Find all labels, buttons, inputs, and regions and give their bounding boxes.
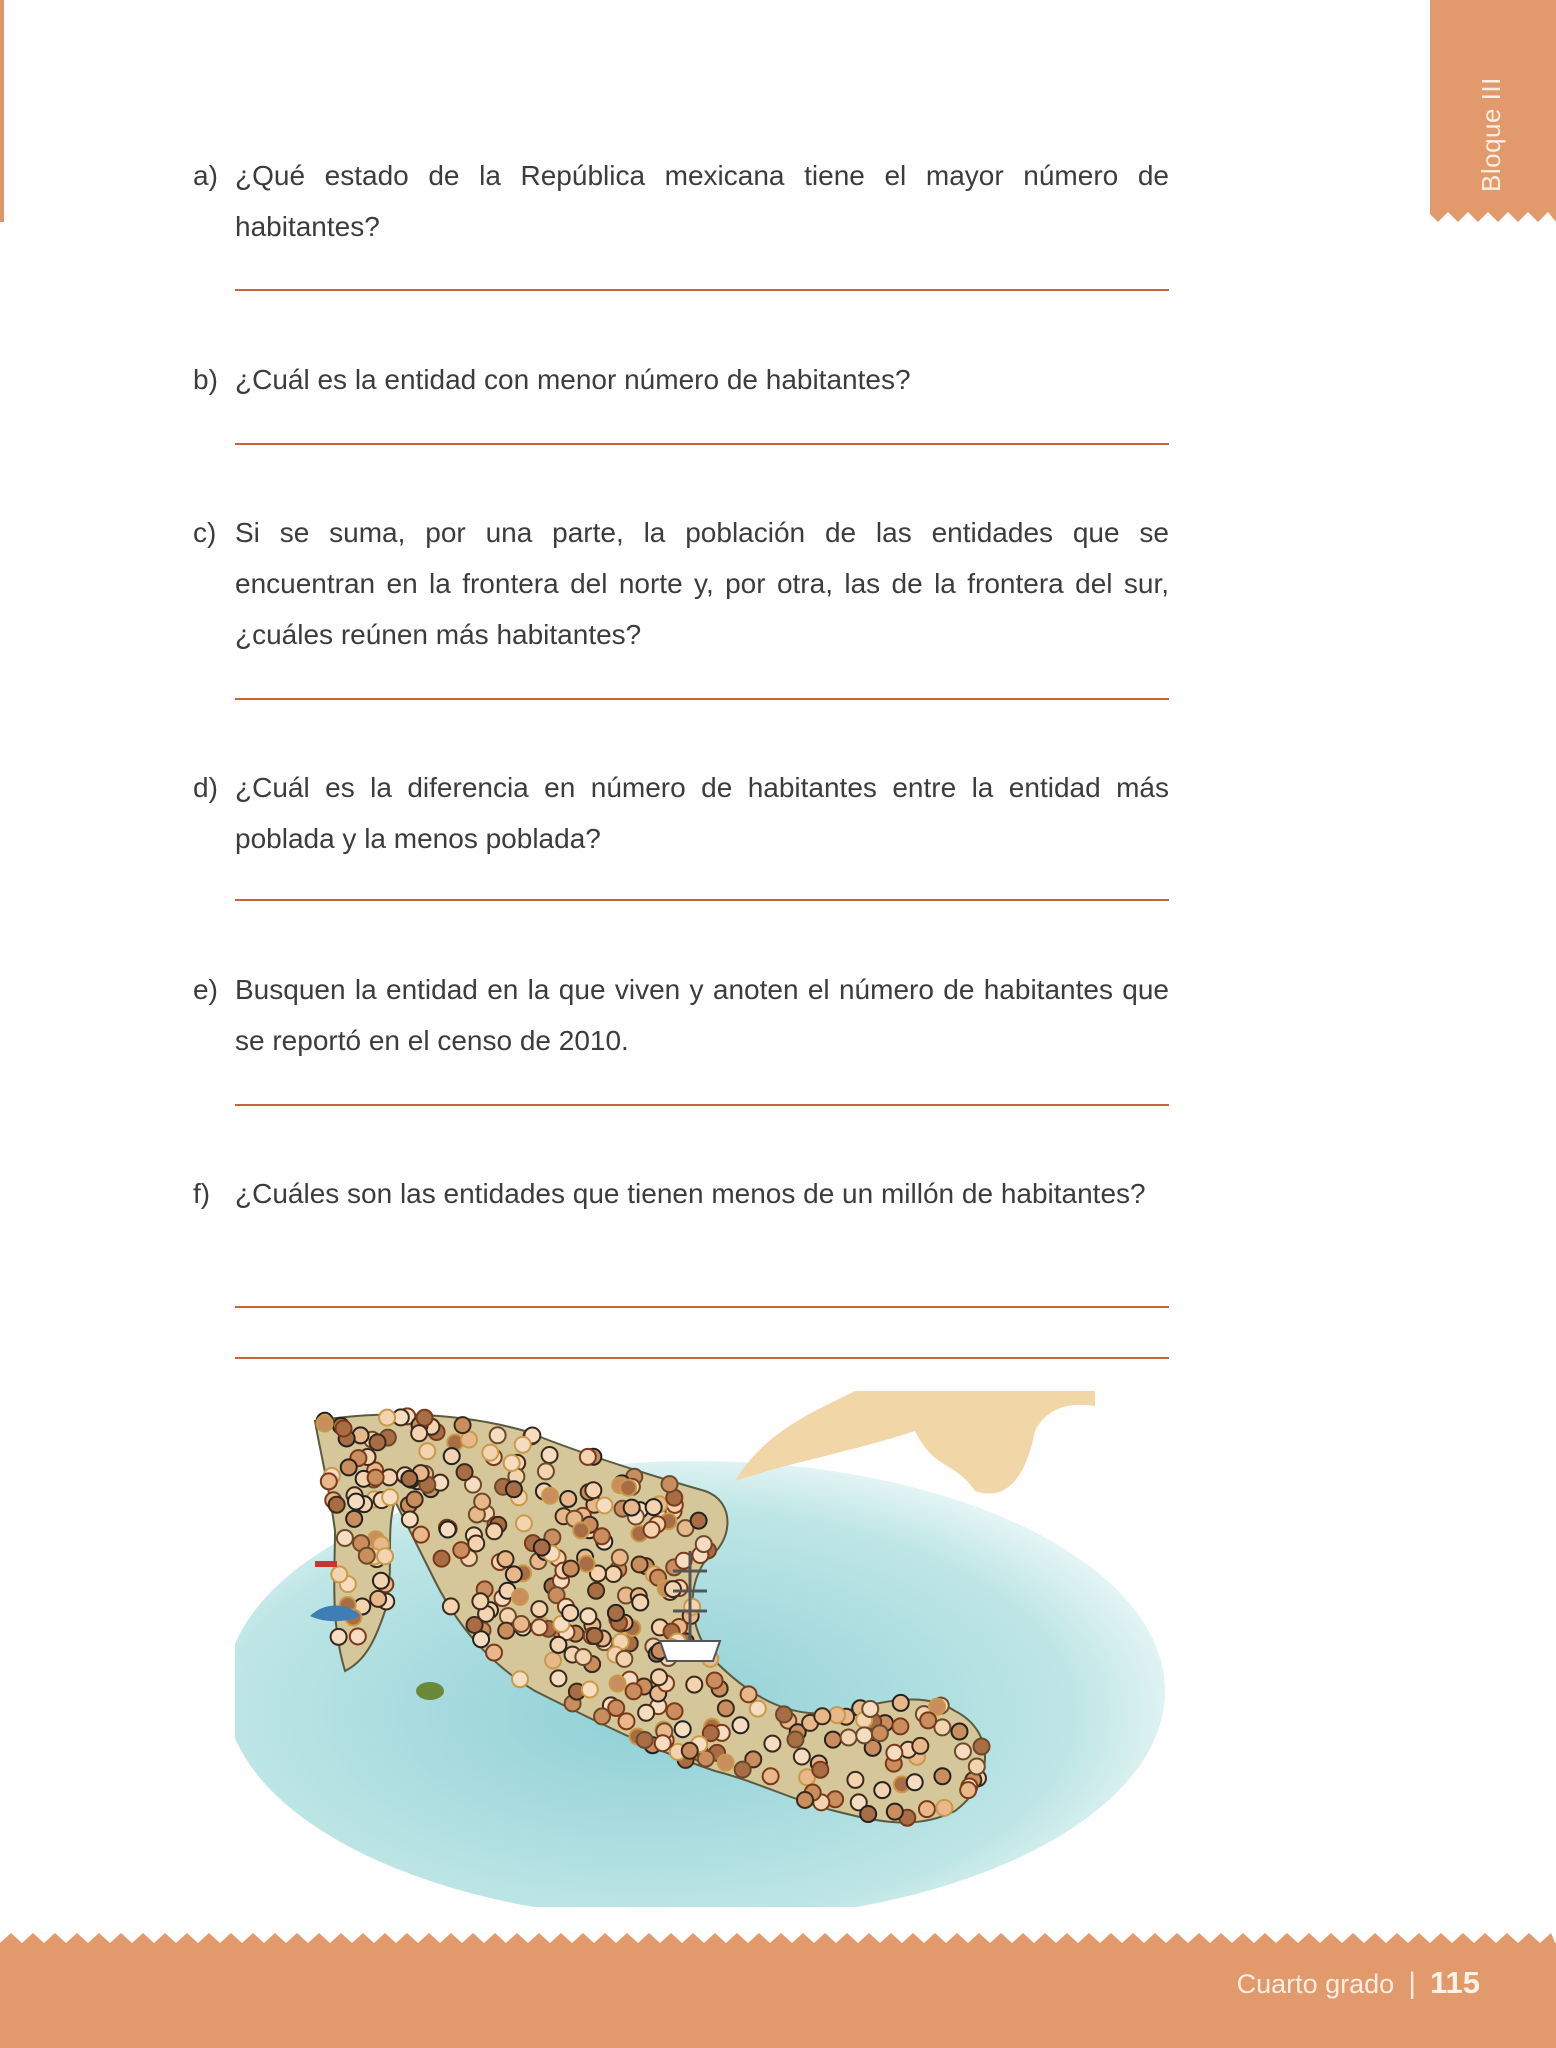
question-text: ¿Cuáles son las entidades que tienen menos de un millón de habitantes? [235,1178,1146,1209]
face-icon [490,1427,506,1443]
face-icon [856,1727,872,1743]
face-icon [951,1724,967,1740]
left-margin-bar [0,0,4,222]
question-e [193,964,1169,1066]
question-letter: c) [193,517,217,548]
answer-line-e[interactable] [235,1104,1169,1106]
face-icon [620,1480,636,1496]
face-icon [580,1449,596,1465]
face-icon [718,1700,734,1716]
face-icon [512,1671,528,1687]
face-icon [612,1550,628,1566]
face-icon [411,1425,427,1441]
face-icon [655,1735,671,1751]
face-icon [417,1410,433,1426]
face-icon [893,1695,909,1711]
face-icon [331,1629,347,1645]
answer-line-d[interactable] [235,899,1169,901]
face-icon [665,1581,681,1597]
face-icon [787,1731,803,1747]
face-icon [506,1566,522,1582]
face-icon [874,1782,890,1798]
face-icon [605,1566,621,1582]
face-icon [467,1617,483,1633]
face-icon [538,1463,554,1479]
question-letter: b) [193,364,218,395]
face-icon [651,1669,667,1685]
face-icon [582,1682,598,1698]
face-icon [453,1542,469,1558]
answer-line-b[interactable] [235,443,1169,445]
face-icon [474,1494,490,1510]
face-icon [920,1712,936,1728]
question-a [193,150,1169,252]
face-icon [516,1515,532,1531]
face-icon [498,1623,514,1639]
face-icon [662,1476,678,1492]
face-icon [321,1473,337,1489]
face-icon [632,1556,648,1572]
question-letter: e) [193,974,218,1005]
face-icon [596,1497,612,1513]
face-icon [829,1707,845,1723]
face-icon [624,1500,640,1516]
question-letter: f) [193,1178,211,1209]
face-icon [814,1708,830,1724]
boat-icon [315,1561,337,1567]
face-icon [573,1522,589,1538]
face-icon [531,1619,547,1635]
face-icon [960,1782,976,1798]
question-b [193,354,1169,405]
footer-text [1237,1965,1480,2001]
face-icon [455,1417,471,1433]
face-icon [682,1743,698,1759]
face-icon [887,1804,903,1820]
face-icon [707,1673,723,1689]
face-icon [912,1738,928,1754]
question-letter: d) [193,772,218,803]
face-icon [675,1721,691,1737]
face-icon [560,1491,576,1507]
zigzag-edge [0,1931,1556,1945]
face-icon [588,1583,604,1599]
face-icon [346,1511,362,1527]
face-icon [379,1410,395,1426]
mexico-population-illustration [235,1391,1169,1907]
face-icon [696,1536,712,1552]
question-text: Busquen la entidad en la que viven y anoten el número de habitantes que se reportó en el censo de 2010. [235,974,1169,1056]
face-icon [750,1701,766,1717]
zigzag-edge [1430,210,1556,224]
answer-line-f1[interactable] [235,1306,1169,1308]
question-letter: a) [193,160,218,191]
face-icon [847,1772,863,1788]
face-icon [732,1717,748,1733]
face-icon [513,1616,529,1632]
face-icon [794,1749,810,1765]
face-icon [610,1675,626,1691]
face-icon [735,1762,751,1778]
face-icon [382,1489,398,1505]
face-icon [370,1434,386,1450]
question-text: ¿Cuál es la entidad con menor número de habitantes? [235,364,911,395]
face-icon [919,1801,935,1817]
face-icon [482,1445,498,1461]
face-icon [457,1464,473,1480]
face-icon [402,1511,418,1527]
face-icon [486,1645,502,1661]
face-icon [892,1718,908,1734]
face-icon [886,1745,902,1761]
face-icon [969,1758,985,1774]
face-icon [512,1589,528,1605]
answer-line-a[interactable] [235,289,1169,291]
answer-line-c[interactable] [235,698,1169,700]
face-icon [419,1443,435,1459]
face-icon [434,1551,450,1567]
face-icon [797,1792,813,1808]
face-icon [764,1736,780,1752]
footer-separator: | [1408,1967,1416,2000]
face-icon [337,1530,353,1546]
face-icon [974,1738,990,1754]
face-icon [776,1706,792,1722]
block-tab [1430,0,1556,212]
page-number: 115 [1429,1965,1480,2000]
answer-line-f2[interactable] [235,1357,1169,1359]
grade-label: Cuarto grado [1236,1969,1395,1999]
face-icon [486,1523,502,1539]
face-icon [506,1481,522,1497]
face-icon [594,1708,610,1724]
face-icon [907,1774,923,1790]
face-icon [359,1548,375,1564]
face-icon [331,1566,347,1582]
face-icon [763,1768,779,1784]
face-icon [618,1713,634,1729]
face-icon [542,1447,558,1463]
question-d [193,762,1169,864]
face-icon [329,1497,345,1513]
face-icon [637,1732,653,1748]
face-icon [936,1800,952,1816]
face-icon [718,1755,734,1771]
face-icon [616,1651,632,1667]
face-icon [862,1701,878,1717]
face-icon [579,1556,595,1572]
face-icon [336,1421,352,1437]
face-icon [955,1743,971,1759]
face-icon [638,1705,654,1721]
face-icon [498,1551,514,1567]
face-icon [545,1652,561,1668]
face-icon [350,1628,366,1644]
face-icon [562,1605,578,1621]
question-f [193,1168,1169,1219]
face-icon [608,1605,624,1621]
face-icon [646,1499,662,1515]
face-icon [542,1488,558,1504]
question-text: ¿Qué estado de la República mexicana tiene el mayor número de habitantes? [235,160,1169,242]
turtle-icon [416,1682,444,1700]
face-icon [934,1768,950,1784]
face-icon [413,1527,429,1543]
face-icon [443,1598,459,1614]
face-icon [534,1539,550,1555]
question-c [193,507,1169,660]
face-icon [585,1482,601,1498]
page-footer [0,1943,1556,2048]
face-icon [377,1548,393,1564]
face-icon [632,1594,648,1610]
face-icon [504,1455,520,1471]
face-icon [686,1677,702,1693]
face-icon [468,1535,484,1551]
face-icon [691,1513,707,1529]
face-icon [401,1471,417,1487]
face-icon [341,1459,357,1475]
face-icon [667,1703,683,1719]
question-text: ¿Cuál es la diferencia en número de habitantes entre la entidad más poblada y la menos poblada? [235,772,1169,854]
face-icon [860,1806,876,1822]
face-icon [317,1416,333,1432]
face-icon [348,1494,364,1510]
question-text: Si se suma, por una parte, la población de las entidades que se encuentran en la frontera del norte y, por otra, las de la frontera del sur, ¿cuáles reúnen más habitantes? [235,517,1169,650]
face-icon [440,1522,456,1538]
block-label: Bloque III [1476,77,1506,192]
face-icon [407,1491,423,1507]
face-icon [841,1729,857,1745]
face-icon [515,1437,531,1453]
face-icon [594,1528,610,1544]
face-icon [550,1637,566,1653]
face-icon [563,1561,579,1577]
face-icon [472,1593,488,1609]
face-icon [626,1683,642,1699]
face-icon [575,1649,591,1665]
face-icon [580,1608,596,1624]
face-icon [872,1725,888,1741]
face-icon [644,1522,660,1538]
face-icon [444,1448,460,1464]
face-icon [812,1762,828,1778]
face-icon [741,1686,757,1702]
face-icon [370,1591,386,1607]
face-icon [531,1601,547,1617]
face-icon [373,1573,389,1589]
face-icon [608,1700,624,1716]
face-icon [550,1670,566,1686]
face-icon [587,1628,603,1644]
face-icon [825,1732,841,1748]
face-icon [368,1470,384,1486]
